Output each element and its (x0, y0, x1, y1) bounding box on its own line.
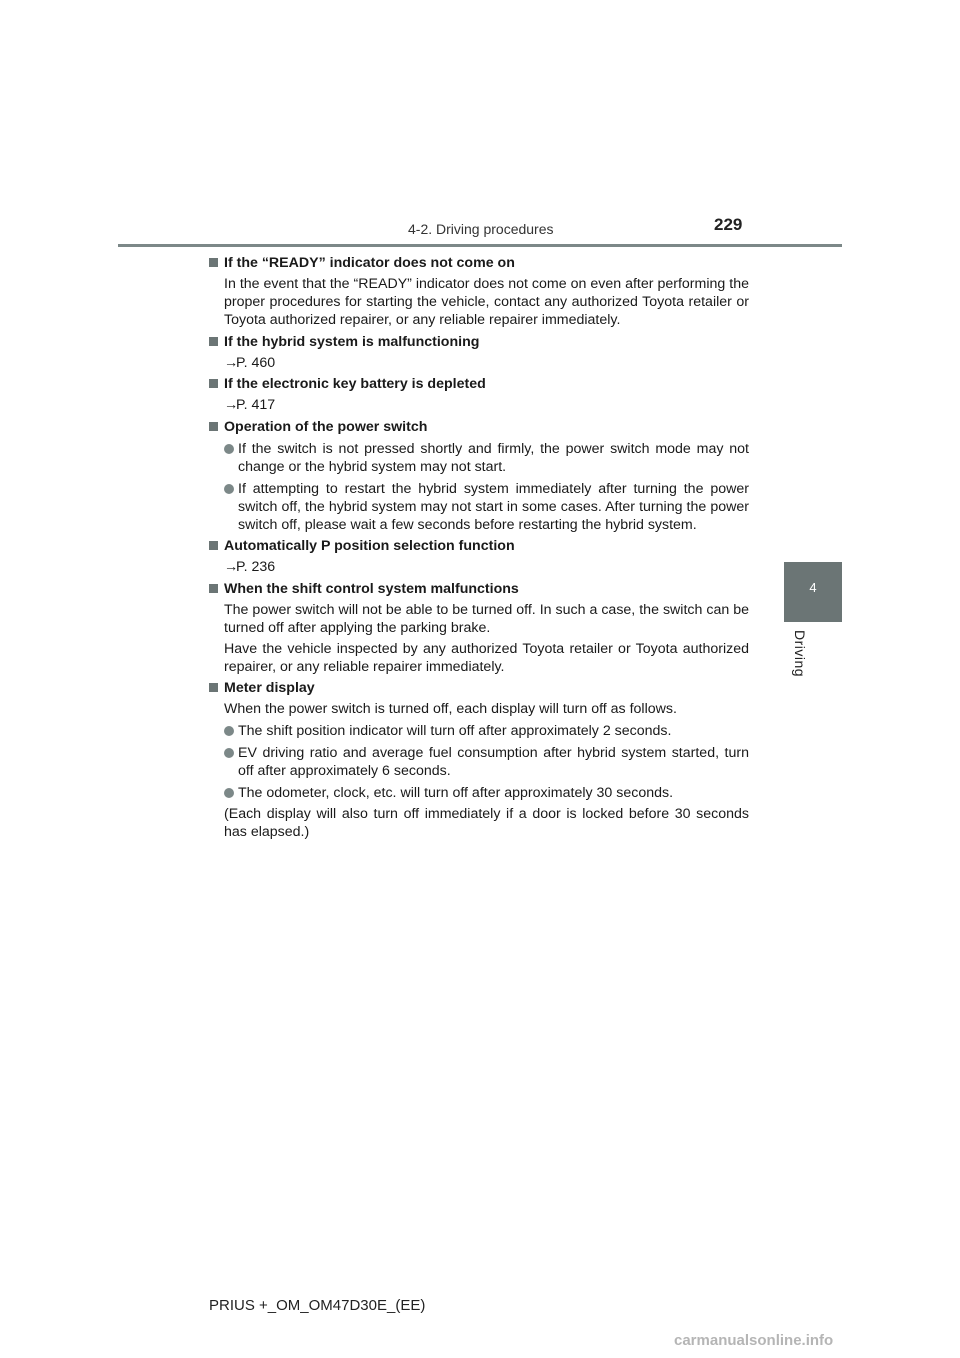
page-reference-text[interactable]: P. 417 (236, 397, 276, 413)
paragraph: The power switch will not be able to be turned off. In such a case, the switch can be turned off after applying the parking brake. (224, 601, 749, 636)
section (209, 375, 749, 414)
section-heading-text: When the shift control system malfunctions (224, 580, 519, 597)
square-bullet-icon (209, 379, 218, 388)
section-heading (209, 537, 749, 555)
section-heading (209, 333, 749, 351)
section (209, 580, 749, 676)
section-heading-text: Meter display (224, 680, 315, 696)
arrow-right-icon: → (224, 397, 239, 413)
circle-bullet-icon (224, 484, 234, 494)
paragraph: Have the vehicle inspected by any authorized Toyota retailer or Toyota authorized repairer, or any reliable repairer immediately. (224, 640, 749, 675)
bullet-item (209, 784, 749, 802)
bullet-text: If the switch is not pressed shortly and firmly, the power switch mode may not change or the hybrid system may not start. (238, 440, 749, 475)
page-reference-text[interactable]: P. 236 (236, 559, 276, 575)
page-content (209, 254, 749, 845)
circle-bullet-icon (224, 726, 234, 736)
bullet-text: The odometer, clock, etc. will turn off after approximately 30 seconds. (238, 785, 674, 801)
footer-doc-code: PRIUS +_OM_OM47D30E_(EE) (209, 1297, 426, 1314)
section (209, 537, 749, 576)
square-bullet-icon (209, 337, 218, 346)
paragraph: When the power switch is turned off, each display will turn off as follows. (224, 701, 677, 717)
page-reference (209, 558, 749, 576)
header-section-title: 4-2. Driving procedures (408, 221, 554, 237)
page-reference (209, 354, 749, 372)
section (209, 254, 749, 329)
section-heading-text: If the electronic key battery is depleted (224, 376, 486, 392)
chapter-tab-label: Driving (792, 630, 808, 678)
circle-bullet-icon (224, 788, 234, 798)
section-heading-text: If the “READY” indicator does not come on (224, 255, 515, 271)
page-reference-text[interactable]: P. 460 (236, 354, 276, 371)
section-heading-text: If the hybrid system is malfunctioning (224, 333, 480, 350)
bullet-item (209, 744, 749, 780)
bullet-item (209, 480, 749, 534)
arrow-right-icon: → (224, 559, 239, 575)
square-bullet-icon (209, 584, 218, 593)
square-bullet-icon (209, 422, 218, 431)
chapter-tab-number: 4 (809, 580, 817, 595)
circle-bullet-icon (224, 748, 234, 758)
square-bullet-icon (209, 541, 218, 550)
square-bullet-icon (209, 258, 218, 267)
bullet-item (209, 722, 749, 740)
section-heading (209, 580, 749, 598)
section-heading-text: Automatically P position selection function (224, 538, 515, 554)
bullet-text: The shift position indicator will turn off after approximately 2 seconds. (238, 723, 672, 739)
section-heading (209, 418, 749, 436)
header-divider (118, 244, 842, 247)
section-heading (209, 375, 749, 393)
paragraph: (Each display will also turn off immediately if a door is locked before 30 seconds has elapsed.) (224, 806, 749, 840)
square-bullet-icon (209, 683, 218, 692)
page-reference (209, 396, 749, 414)
section-heading (209, 254, 749, 272)
arrow-right-icon: → (224, 354, 239, 371)
bullet-text: EV driving ratio and average fuel consumption after hybrid system started, turn off after approximately 6 seconds. (238, 745, 749, 779)
page-number: 229 (714, 215, 743, 234)
bullet-text: If attempting to restart the hybrid system immediately after turning the power switch off, the hybrid system may not start in some cases. After turning the power switch off, please wait a few seconds before restarting the hybrid system. (238, 480, 749, 533)
bullet-item (209, 440, 749, 476)
section-heading-text: Operation of the power switch (224, 418, 428, 435)
section (209, 333, 749, 372)
circle-bullet-icon (224, 444, 234, 454)
section (209, 418, 749, 534)
section-heading (209, 679, 749, 697)
section (209, 679, 749, 841)
watermark: carmanualsonline.info (674, 1332, 834, 1349)
paragraph: In the event that the “READY” indicator does not come on even after performing the proper procedures for starting the vehicle, contact any authorized Toyota retailer or Toyota authorized repairer, or any reliable repairer immediately. (224, 276, 749, 328)
